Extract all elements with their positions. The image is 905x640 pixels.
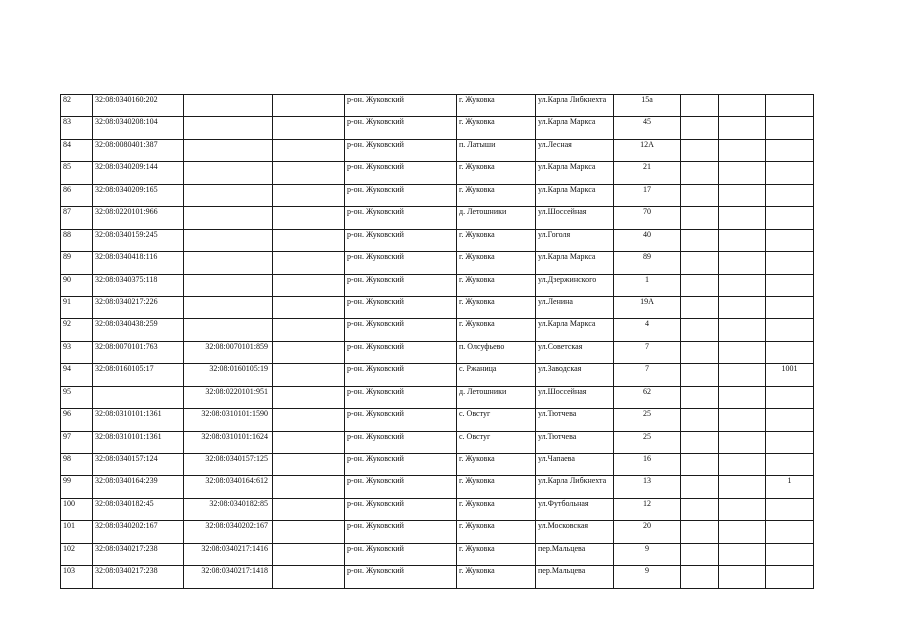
registry-body: [61, 95, 814, 589]
related-cadastral-number-cell: 32:08:0340157:125: [184, 454, 273, 476]
related-cadastral-number-cell: 32:08:0220101:951: [184, 386, 273, 408]
empty-cell: [273, 139, 345, 161]
extra-cell-2: [719, 207, 766, 229]
extra-cell-3: [766, 207, 814, 229]
settlement-cell: д. Летошники: [457, 386, 536, 408]
row-number-cell: 85: [61, 162, 93, 184]
district-cell: р-он. Жуковский: [345, 162, 457, 184]
table-row: [61, 521, 814, 543]
house-number-cell: 25: [614, 409, 681, 431]
house-number-cell: 13: [614, 476, 681, 498]
table-row: [61, 162, 814, 184]
house-number-cell: 70: [614, 207, 681, 229]
related-cadastral-number-cell: [184, 229, 273, 251]
extra-cell-2: [719, 431, 766, 453]
street-cell: ул.Лесная: [536, 139, 614, 161]
empty-cell: [273, 319, 345, 341]
extra-cell-1: [681, 252, 719, 274]
empty-cell: [273, 498, 345, 520]
cadastral-number-cell: 32:08:0340208:104: [93, 117, 184, 139]
cadastral-number-cell: 32:08:0340160:202: [93, 95, 184, 117]
extra-cell-2: [719, 274, 766, 296]
settlement-cell: с. Ржаница: [457, 364, 536, 386]
cadastral-number-cell: 32:08:0220101:966: [93, 207, 184, 229]
extra-cell-2: [719, 386, 766, 408]
table-row: [61, 454, 814, 476]
extra-cell-2: [719, 566, 766, 588]
table-row: [61, 229, 814, 251]
cadastral-number-cell: 32:08:0340217:238: [93, 543, 184, 565]
cadastral-number-cell: 32:08:0340418:116: [93, 252, 184, 274]
settlement-cell: с. Овстуг: [457, 431, 536, 453]
empty-cell: [273, 184, 345, 206]
house-number-cell: 17: [614, 184, 681, 206]
extra-cell-3: [766, 184, 814, 206]
street-cell: ул.Карла Маркса: [536, 117, 614, 139]
empty-cell: [273, 454, 345, 476]
house-number-cell: 7: [614, 341, 681, 363]
row-number-cell: 103: [61, 566, 93, 588]
related-cadastral-number-cell: [184, 252, 273, 274]
house-number-cell: 16: [614, 454, 681, 476]
settlement-cell: с. Овстуг: [457, 409, 536, 431]
settlement-cell: г. Жуковка: [457, 117, 536, 139]
district-cell: р-он. Жуковский: [345, 184, 457, 206]
extra-cell-3: [766, 229, 814, 251]
extra-cell-1: [681, 162, 719, 184]
related-cadastral-number-cell: 32:08:0310101:1624: [184, 431, 273, 453]
extra-cell-1: [681, 521, 719, 543]
settlement-cell: г. Жуковка: [457, 184, 536, 206]
extra-cell-2: [719, 162, 766, 184]
street-cell: ул.Карла Маркса: [536, 184, 614, 206]
extra-cell-1: [681, 184, 719, 206]
extra-cell-3: [766, 543, 814, 565]
extra-cell-1: [681, 476, 719, 498]
settlement-cell: г. Жуковка: [457, 566, 536, 588]
extra-cell-1: [681, 566, 719, 588]
street-cell: пер.Мальцева: [536, 543, 614, 565]
extra-cell-1: [681, 95, 719, 117]
extra-cell-3: 1001: [766, 364, 814, 386]
empty-cell: [273, 476, 345, 498]
district-cell: р-он. Жуковский: [345, 296, 457, 318]
extra-cell-3: [766, 252, 814, 274]
extra-cell-1: [681, 229, 719, 251]
related-cadastral-number-cell: 32:08:0160105:19: [184, 364, 273, 386]
extra-cell-2: [719, 543, 766, 565]
extra-cell-3: [766, 454, 814, 476]
cadastral-number-cell: 32:08:0070101:763: [93, 341, 184, 363]
cadastral-number-cell: 32:08:0340438:259: [93, 319, 184, 341]
related-cadastral-number-cell: 32:08:0070101:859: [184, 341, 273, 363]
related-cadastral-number-cell: [184, 184, 273, 206]
street-cell: ул.Ленина: [536, 296, 614, 318]
extra-cell-1: [681, 543, 719, 565]
empty-cell: [273, 296, 345, 318]
row-number-cell: 90: [61, 274, 93, 296]
empty-cell: [273, 566, 345, 588]
row-number-cell: 93: [61, 341, 93, 363]
extra-cell-2: [719, 296, 766, 318]
cadastral-number-cell: 32:08:0340217:226: [93, 296, 184, 318]
extra-cell-2: [719, 364, 766, 386]
row-number-cell: 95: [61, 386, 93, 408]
settlement-cell: г. Жуковка: [457, 476, 536, 498]
related-cadastral-number-cell: [184, 274, 273, 296]
cadastral-number-cell: 32:08:0340157:124: [93, 454, 184, 476]
related-cadastral-number-cell: 32:08:0340217:1416: [184, 543, 273, 565]
extra-cell-2: [719, 229, 766, 251]
extra-cell-1: [681, 341, 719, 363]
settlement-cell: г. Жуковка: [457, 229, 536, 251]
empty-cell: [273, 431, 345, 453]
street-cell: ул.Тютчева: [536, 431, 614, 453]
street-cell: ул.Московская: [536, 521, 614, 543]
house-number-cell: 19А: [614, 296, 681, 318]
empty-cell: [273, 207, 345, 229]
table-row: [61, 207, 814, 229]
extra-cell-1: [681, 431, 719, 453]
street-cell: пер.Мальцева: [536, 566, 614, 588]
settlement-cell: п. Латыши: [457, 139, 536, 161]
district-cell: р-он. Жуковский: [345, 431, 457, 453]
extra-cell-3: [766, 319, 814, 341]
extra-cell-1: [681, 117, 719, 139]
row-number-cell: 100: [61, 498, 93, 520]
street-cell: ул.Карла Маркса: [536, 252, 614, 274]
house-number-cell: 12А: [614, 139, 681, 161]
row-number-cell: 96: [61, 409, 93, 431]
row-number-cell: 88: [61, 229, 93, 251]
settlement-cell: г. Жуковка: [457, 252, 536, 274]
street-cell: ул.Чапаева: [536, 454, 614, 476]
extra-cell-3: [766, 521, 814, 543]
empty-cell: [273, 95, 345, 117]
table-row: [61, 274, 814, 296]
extra-cell-1: [681, 364, 719, 386]
extra-cell-3: [766, 296, 814, 318]
related-cadastral-number-cell: [184, 296, 273, 318]
related-cadastral-number-cell: 32:08:0340164:612: [184, 476, 273, 498]
extra-cell-2: [719, 139, 766, 161]
extra-cell-3: [766, 139, 814, 161]
district-cell: р-он. Жуковский: [345, 498, 457, 520]
extra-cell-2: [719, 117, 766, 139]
district-cell: р-он. Жуковский: [345, 409, 457, 431]
row-number-cell: 102: [61, 543, 93, 565]
district-cell: р-он. Жуковский: [345, 521, 457, 543]
row-number-cell: 87: [61, 207, 93, 229]
district-cell: р-он. Жуковский: [345, 229, 457, 251]
table-row: [61, 364, 814, 386]
extra-cell-2: [719, 252, 766, 274]
row-number-cell: 84: [61, 139, 93, 161]
table-row: [61, 184, 814, 206]
house-number-cell: 21: [614, 162, 681, 184]
row-number-cell: 83: [61, 117, 93, 139]
house-number-cell: 45: [614, 117, 681, 139]
street-cell: ул.Футбольная: [536, 498, 614, 520]
extra-cell-2: [719, 409, 766, 431]
extra-cell-2: [719, 454, 766, 476]
related-cadastral-number-cell: [184, 117, 273, 139]
table-row: [61, 117, 814, 139]
extra-cell-1: [681, 296, 719, 318]
district-cell: р-он. Жуковский: [345, 364, 457, 386]
row-number-cell: 101: [61, 521, 93, 543]
settlement-cell: г. Жуковка: [457, 162, 536, 184]
table-row: [61, 543, 814, 565]
district-cell: р-он. Жуковский: [345, 252, 457, 274]
empty-cell: [273, 341, 345, 363]
district-cell: р-он. Жуковский: [345, 139, 457, 161]
extra-cell-2: [719, 184, 766, 206]
cadastral-number-cell: 32:08:0310101:1361: [93, 431, 184, 453]
extra-cell-1: [681, 274, 719, 296]
extra-cell-3: [766, 498, 814, 520]
registry-table: [60, 94, 814, 589]
street-cell: ул.Гоголя: [536, 229, 614, 251]
cadastral-number-cell: 32:08:0080401:387: [93, 139, 184, 161]
row-number-cell: 94: [61, 364, 93, 386]
extra-cell-3: [766, 566, 814, 588]
settlement-cell: г. Жуковка: [457, 95, 536, 117]
related-cadastral-number-cell: 32:08:0340182:85: [184, 498, 273, 520]
table-row: [61, 139, 814, 161]
extra-cell-2: [719, 521, 766, 543]
house-number-cell: 1: [614, 274, 681, 296]
street-cell: ул.Карла Маркса: [536, 162, 614, 184]
district-cell: р-он. Жуковский: [345, 341, 457, 363]
district-cell: р-он. Жуковский: [345, 274, 457, 296]
street-cell: ул.Дзержинского: [536, 274, 614, 296]
extra-cell-3: [766, 341, 814, 363]
cadastral-number-cell: 32:08:0340182:45: [93, 498, 184, 520]
district-cell: р-он. Жуковский: [345, 95, 457, 117]
district-cell: р-он. Жуковский: [345, 207, 457, 229]
cadastral-number-cell: 32:08:0340202:167: [93, 521, 184, 543]
extra-cell-1: [681, 386, 719, 408]
row-number-cell: 82: [61, 95, 93, 117]
empty-cell: [273, 364, 345, 386]
row-number-cell: 99: [61, 476, 93, 498]
house-number-cell: 9: [614, 543, 681, 565]
related-cadastral-number-cell: [184, 95, 273, 117]
house-number-cell: 62: [614, 386, 681, 408]
row-number-cell: 91: [61, 296, 93, 318]
settlement-cell: г. Жуковка: [457, 521, 536, 543]
related-cadastral-number-cell: 32:08:0340202:167: [184, 521, 273, 543]
district-cell: р-он. Жуковский: [345, 566, 457, 588]
row-number-cell: 97: [61, 431, 93, 453]
extra-cell-2: [719, 341, 766, 363]
related-cadastral-number-cell: [184, 162, 273, 184]
extra-cell-2: [719, 498, 766, 520]
street-cell: ул.Карла Либкнехта: [536, 95, 614, 117]
house-number-cell: 40: [614, 229, 681, 251]
cadastral-number-cell: 32:08:0340217:238: [93, 566, 184, 588]
street-cell: ул.Тютчева: [536, 409, 614, 431]
settlement-cell: г. Жуковка: [457, 319, 536, 341]
empty-cell: [273, 409, 345, 431]
house-number-cell: 9: [614, 566, 681, 588]
table-row: [61, 409, 814, 431]
row-number-cell: 86: [61, 184, 93, 206]
district-cell: р-он. Жуковский: [345, 543, 457, 565]
district-cell: р-он. Жуковский: [345, 117, 457, 139]
district-cell: р-он. Жуковский: [345, 476, 457, 498]
house-number-cell: 25: [614, 431, 681, 453]
house-number-cell: 7: [614, 364, 681, 386]
table-row: [61, 498, 814, 520]
extra-cell-1: [681, 319, 719, 341]
house-number-cell: 12: [614, 498, 681, 520]
table-row: [61, 476, 814, 498]
settlement-cell: д. Летошники: [457, 207, 536, 229]
row-number-cell: 92: [61, 319, 93, 341]
settlement-cell: г. Жуковка: [457, 498, 536, 520]
extra-cell-1: [681, 139, 719, 161]
cadastral-number-cell: 32:08:0160105:17: [93, 364, 184, 386]
table-row: [61, 95, 814, 117]
empty-cell: [273, 521, 345, 543]
extra-cell-3: [766, 274, 814, 296]
extra-cell-1: [681, 498, 719, 520]
empty-cell: [273, 386, 345, 408]
extra-cell-2: [719, 95, 766, 117]
street-cell: ул.Карла Либкнехта: [536, 476, 614, 498]
cadastral-number-cell: 32:08:0340209:165: [93, 184, 184, 206]
extra-cell-3: 1: [766, 476, 814, 498]
table-row: [61, 566, 814, 588]
row-number-cell: 98: [61, 454, 93, 476]
table-row: [61, 319, 814, 341]
settlement-cell: г. Жуковка: [457, 543, 536, 565]
extra-cell-3: [766, 117, 814, 139]
related-cadastral-number-cell: [184, 207, 273, 229]
extra-cell-1: [681, 409, 719, 431]
empty-cell: [273, 229, 345, 251]
table-row: [61, 431, 814, 453]
empty-cell: [273, 117, 345, 139]
settlement-cell: п. Олсуфьево: [457, 341, 536, 363]
related-cadastral-number-cell: 32:08:0310101:1590: [184, 409, 273, 431]
table-row: [61, 296, 814, 318]
related-cadastral-number-cell: 32:08:0340217:1418: [184, 566, 273, 588]
empty-cell: [273, 274, 345, 296]
extra-cell-3: [766, 386, 814, 408]
street-cell: ул.Заводская: [536, 364, 614, 386]
district-cell: р-он. Жуковский: [345, 386, 457, 408]
settlement-cell: г. Жуковка: [457, 274, 536, 296]
cadastral-number-cell: 32:08:0340375:118: [93, 274, 184, 296]
cadastral-number-cell: 32:08:0310101:1361: [93, 409, 184, 431]
extra-cell-3: [766, 95, 814, 117]
extra-cell-2: [719, 476, 766, 498]
house-number-cell: 89: [614, 252, 681, 274]
extra-cell-3: [766, 431, 814, 453]
district-cell: р-он. Жуковский: [345, 454, 457, 476]
settlement-cell: г. Жуковка: [457, 296, 536, 318]
street-cell: ул.Шоссейная: [536, 386, 614, 408]
related-cadastral-number-cell: [184, 139, 273, 161]
street-cell: ул.Советская: [536, 341, 614, 363]
extra-cell-3: [766, 409, 814, 431]
cadastral-number-cell: 32:08:0340209:144: [93, 162, 184, 184]
extra-cell-2: [719, 319, 766, 341]
house-number-cell: 4: [614, 319, 681, 341]
empty-cell: [273, 252, 345, 274]
table-row: [61, 252, 814, 274]
cadastral-number-cell: 32:08:0340159:245: [93, 229, 184, 251]
table-row: [61, 341, 814, 363]
extra-cell-1: [681, 207, 719, 229]
empty-cell: [273, 162, 345, 184]
district-cell: р-он. Жуковский: [345, 319, 457, 341]
empty-cell: [273, 543, 345, 565]
settlement-cell: г. Жуковка: [457, 454, 536, 476]
row-number-cell: 89: [61, 252, 93, 274]
house-number-cell: 15а: [614, 95, 681, 117]
related-cadastral-number-cell: [184, 319, 273, 341]
street-cell: ул.Шоссейная: [536, 207, 614, 229]
street-cell: ул.Карла Маркса: [536, 319, 614, 341]
table-row: [61, 386, 814, 408]
cadastral-number-cell: [93, 386, 184, 408]
extra-cell-3: [766, 162, 814, 184]
cadastral-number-cell: 32:08:0340164:239: [93, 476, 184, 498]
house-number-cell: 20: [614, 521, 681, 543]
extra-cell-1: [681, 454, 719, 476]
